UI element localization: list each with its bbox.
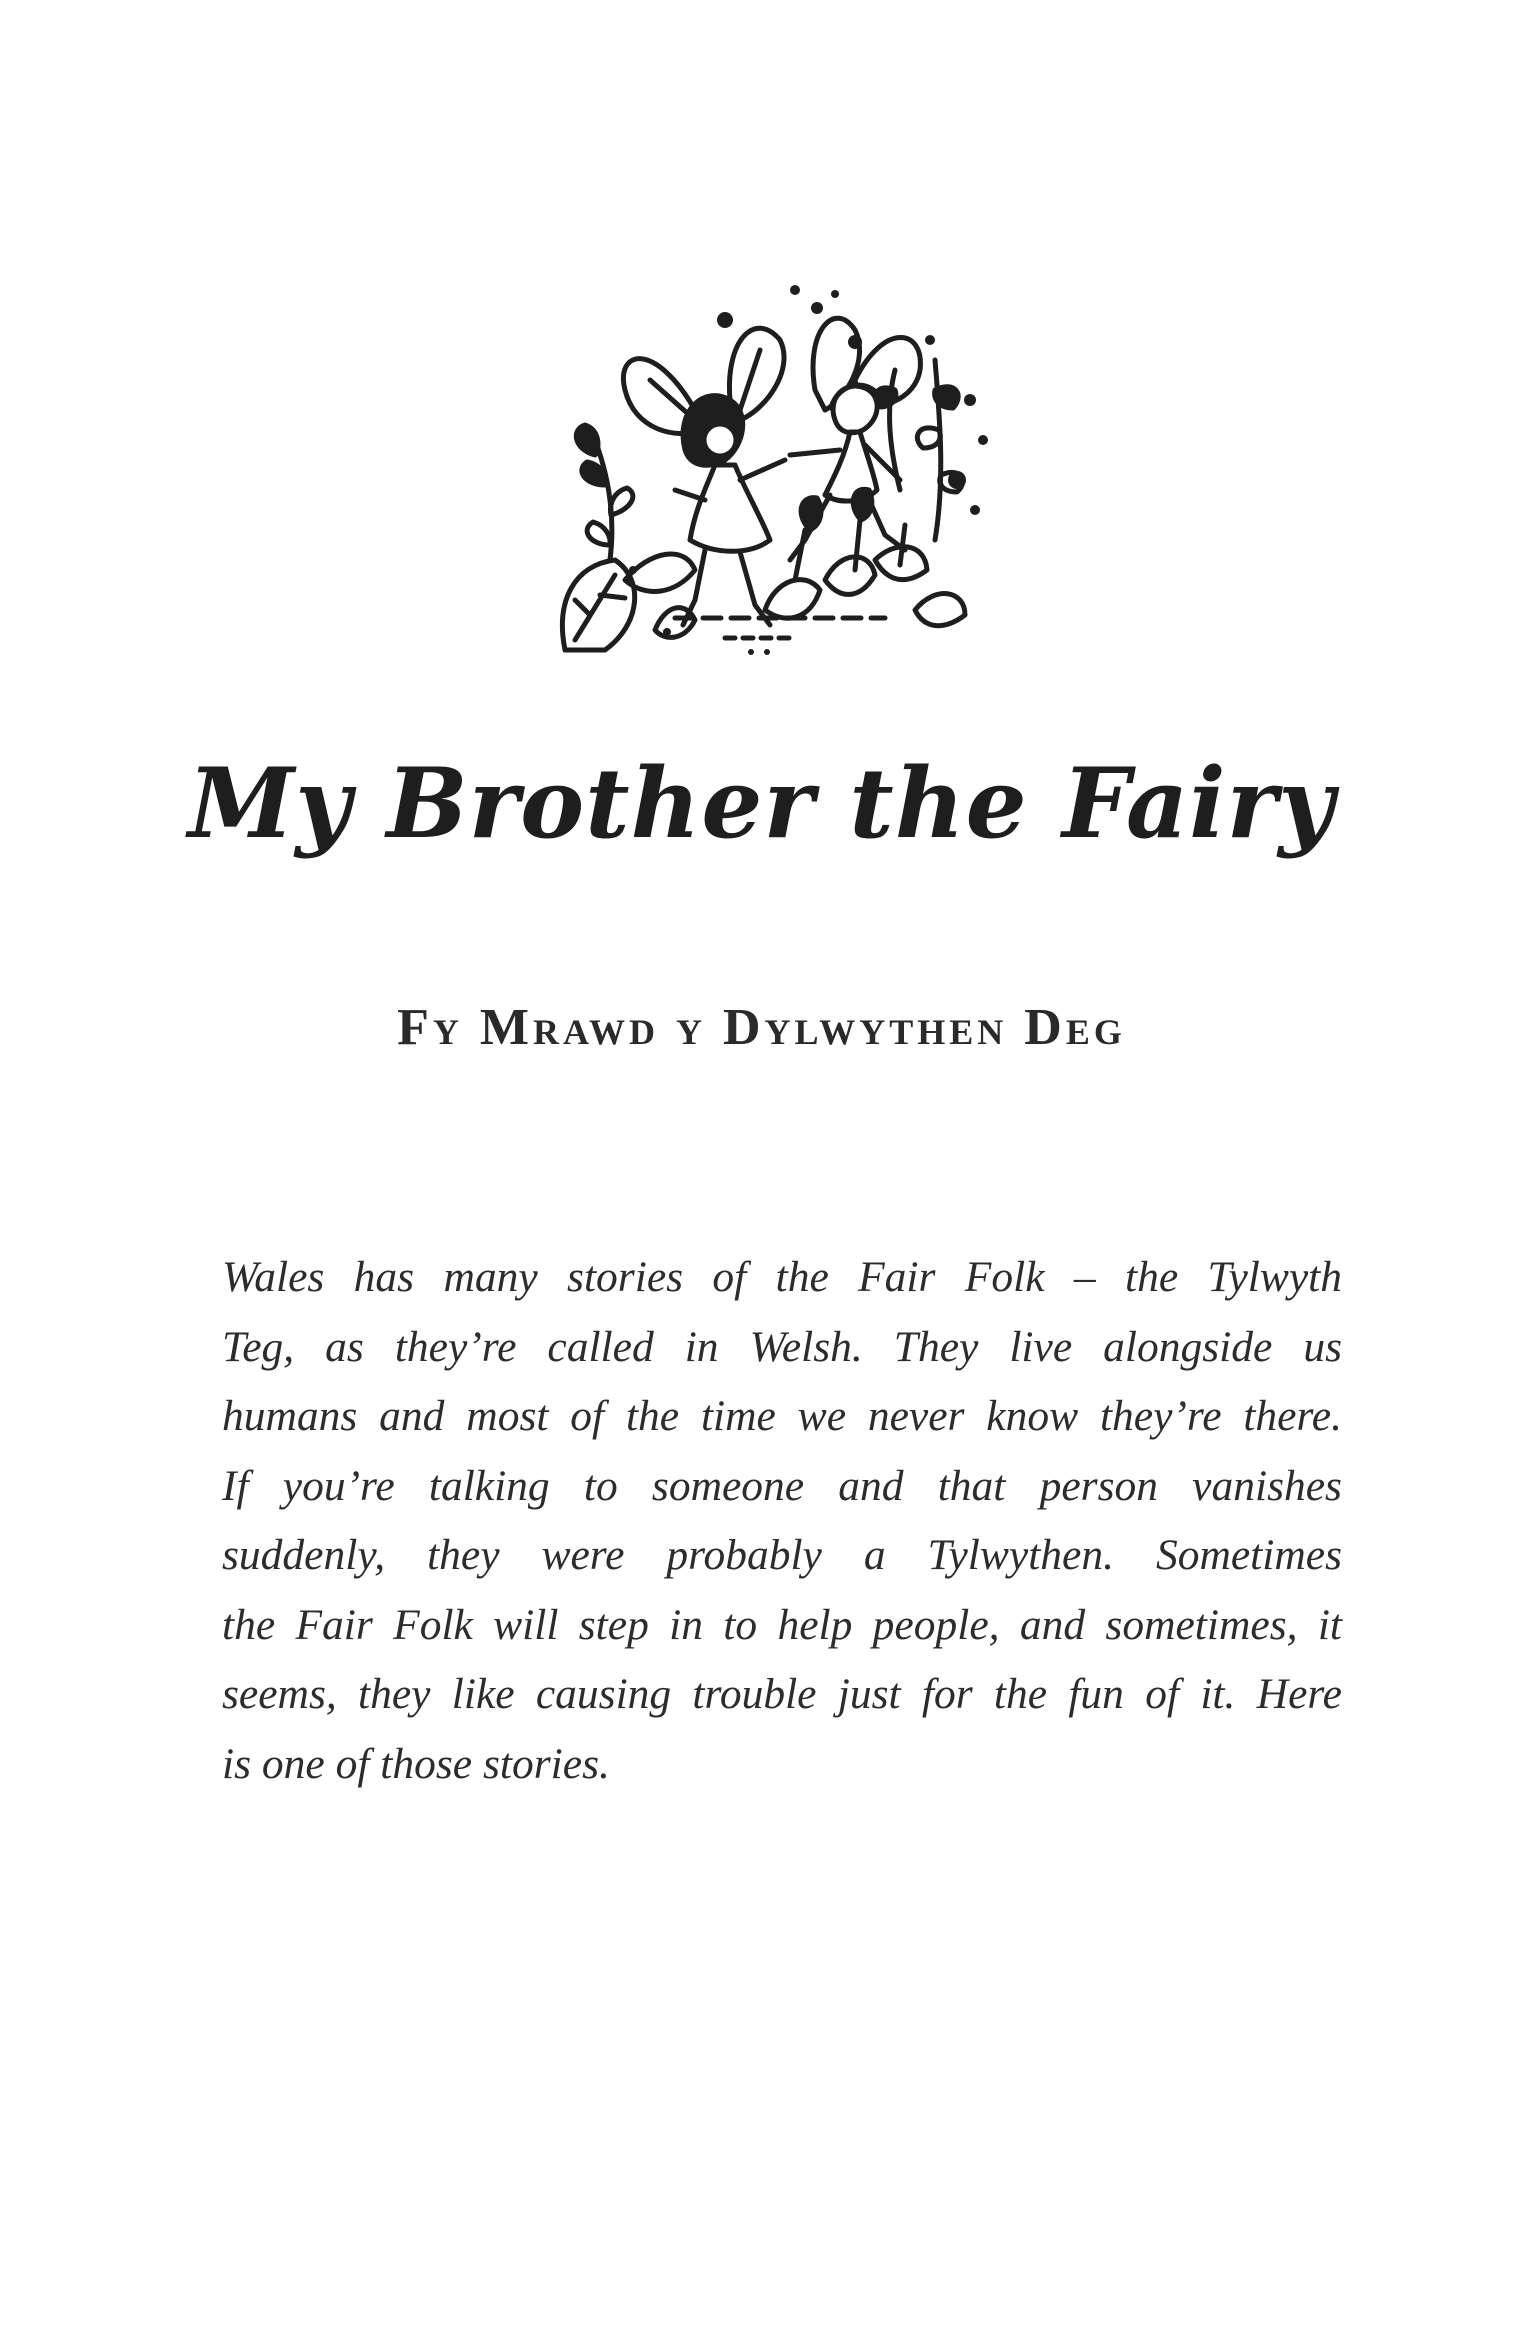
intro-line: Wales has many stories of the Fair Folk – the Tylwyth [222,1253,1342,1301]
story-subtitle-welsh: Fy Mrawd y Dylwythen Deg [397,999,1126,1057]
intro-line: the Fair Folk will step in to help people, and sometimes, it [222,1600,1342,1649]
intro-line: Teg, as they’re called in Welsh. They live alongside us [222,1322,1342,1371]
intro-line: humans and most of the time we never know they’re there. [222,1392,1342,1440]
story-title: My Brother the Fairy [187,747,1335,861]
intro-line: suddenly, they were probably a Tylwythen. Sometimes [222,1531,1342,1579]
fairies-illustration-icon [555,280,995,660]
intro-line: seems, they like causing trouble just for the fun of it. Here [222,1670,1342,1718]
intro-line: If you’re talking to someone and that person vanishes [222,1461,1342,1510]
intro-paragraph [222,1243,1342,1799]
intro-line: is one of those stories. [222,1739,610,1788]
